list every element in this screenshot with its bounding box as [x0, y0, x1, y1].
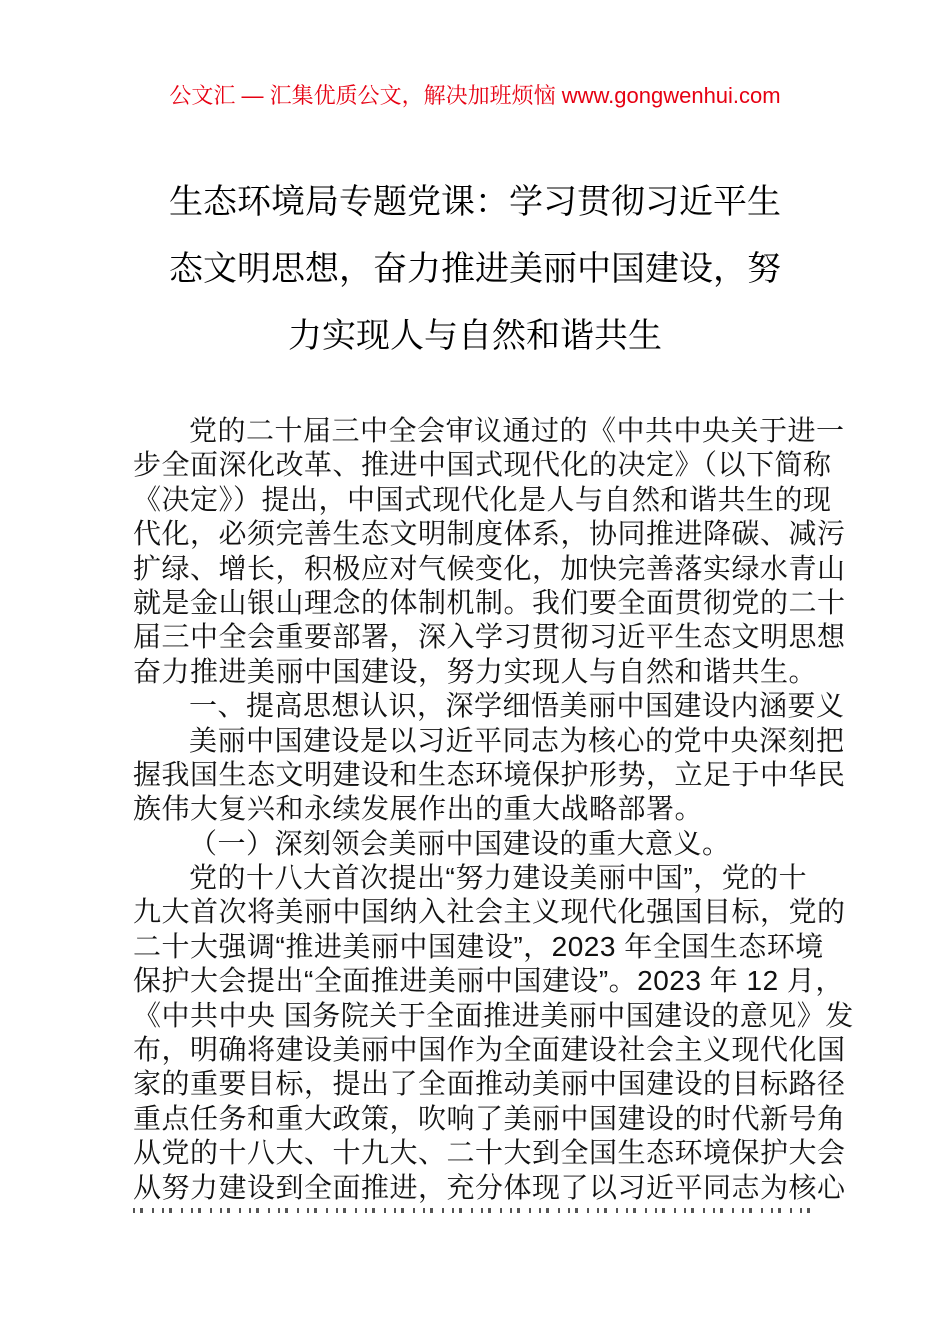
body-line: 扩绿、增长，积极应对气候变化，加快完善落实绿水青山	[133, 552, 846, 584]
body-line: 就是金山银山理念的体制机制。我们要全面贯彻党的二十	[133, 586, 846, 618]
body-line: 布，明确将建设美丽中国作为全面建设社会主义现代化国	[133, 1034, 846, 1066]
body-line: 党的十八大首次提出“努力建设美丽中国”，党的十	[189, 862, 808, 894]
document-title	[0, 169, 950, 370]
body-line: 届三中全会重要部署，深入学习贯彻习近平生态文明思想	[133, 621, 846, 653]
document-body	[133, 414, 854, 1213]
title-line: 态文明思想，奋力推进美丽中国建设，努	[169, 250, 781, 288]
clipped-text-line	[133, 1208, 817, 1213]
body-line: 保护大会提出“全面推进美丽中国建设”。2023 年 12 月，	[133, 965, 844, 997]
body-line: 美丽中国建设是以习近平同志为核心的党中央深刻把	[189, 724, 845, 756]
title-line: 生态环境局专题党课：学习贯彻习近平生	[169, 183, 781, 221]
body-line: 重点任务和重大政策，吹响了美丽中国建设的时代新号角	[133, 1102, 846, 1134]
body-line: 从党的十八大、十九大、二十大到全国生态环境保护大会	[133, 1137, 846, 1169]
body-line: 九大首次将美丽中国纳入社会主义现代化强国目标，党的	[133, 896, 846, 928]
body-line: 奋力推进美丽中国建设，努力实现人与自然和谐共生。	[133, 655, 818, 687]
body-line: 家的重要目标，提出了全面推动美丽中国建设的目标路径	[133, 1068, 846, 1100]
body-line: 《中共中央 国务院关于全面推进美丽中国建设的意见》发	[133, 999, 854, 1031]
body-line: 二十大强调“推进美丽中国建设”，2023 年全国生态环境	[133, 930, 824, 962]
body-line: 握我国生态文明建设和生态环境保护形势，立足于中华民	[133, 758, 846, 790]
body-line: 从努力建设到全面推进，充分体现了以习近平同志为核心	[133, 1171, 846, 1203]
subsection-heading-line: （一）深刻领会美丽中国建设的重大意义。	[189, 827, 731, 859]
site-watermark-header: 公文汇 — 汇集优质公文，解决加班烦恼 www.gongwenhui.com	[169, 83, 781, 108]
body-line: 《决定》）提出，中国式现代化是人与自然和谐共生的现	[133, 483, 832, 515]
body-line: 代化，必须完善生态文明制度体系，协同推进降碳、减污	[133, 518, 846, 550]
body-line: 步全面深化改革、推进中国式现代化的决定》（以下简称	[133, 449, 832, 481]
section-heading-line: 一、提高思想认识，深学细悟美丽中国建设内涵要义	[189, 690, 845, 722]
body-line: 党的二十届三中全会审议通过的《中共中央关于进一	[189, 415, 845, 446]
body-line: 族伟大复兴和永续发展作出的重大战略部署。	[133, 793, 704, 825]
title-line: 力实现人与自然和谐共生	[288, 317, 662, 355]
